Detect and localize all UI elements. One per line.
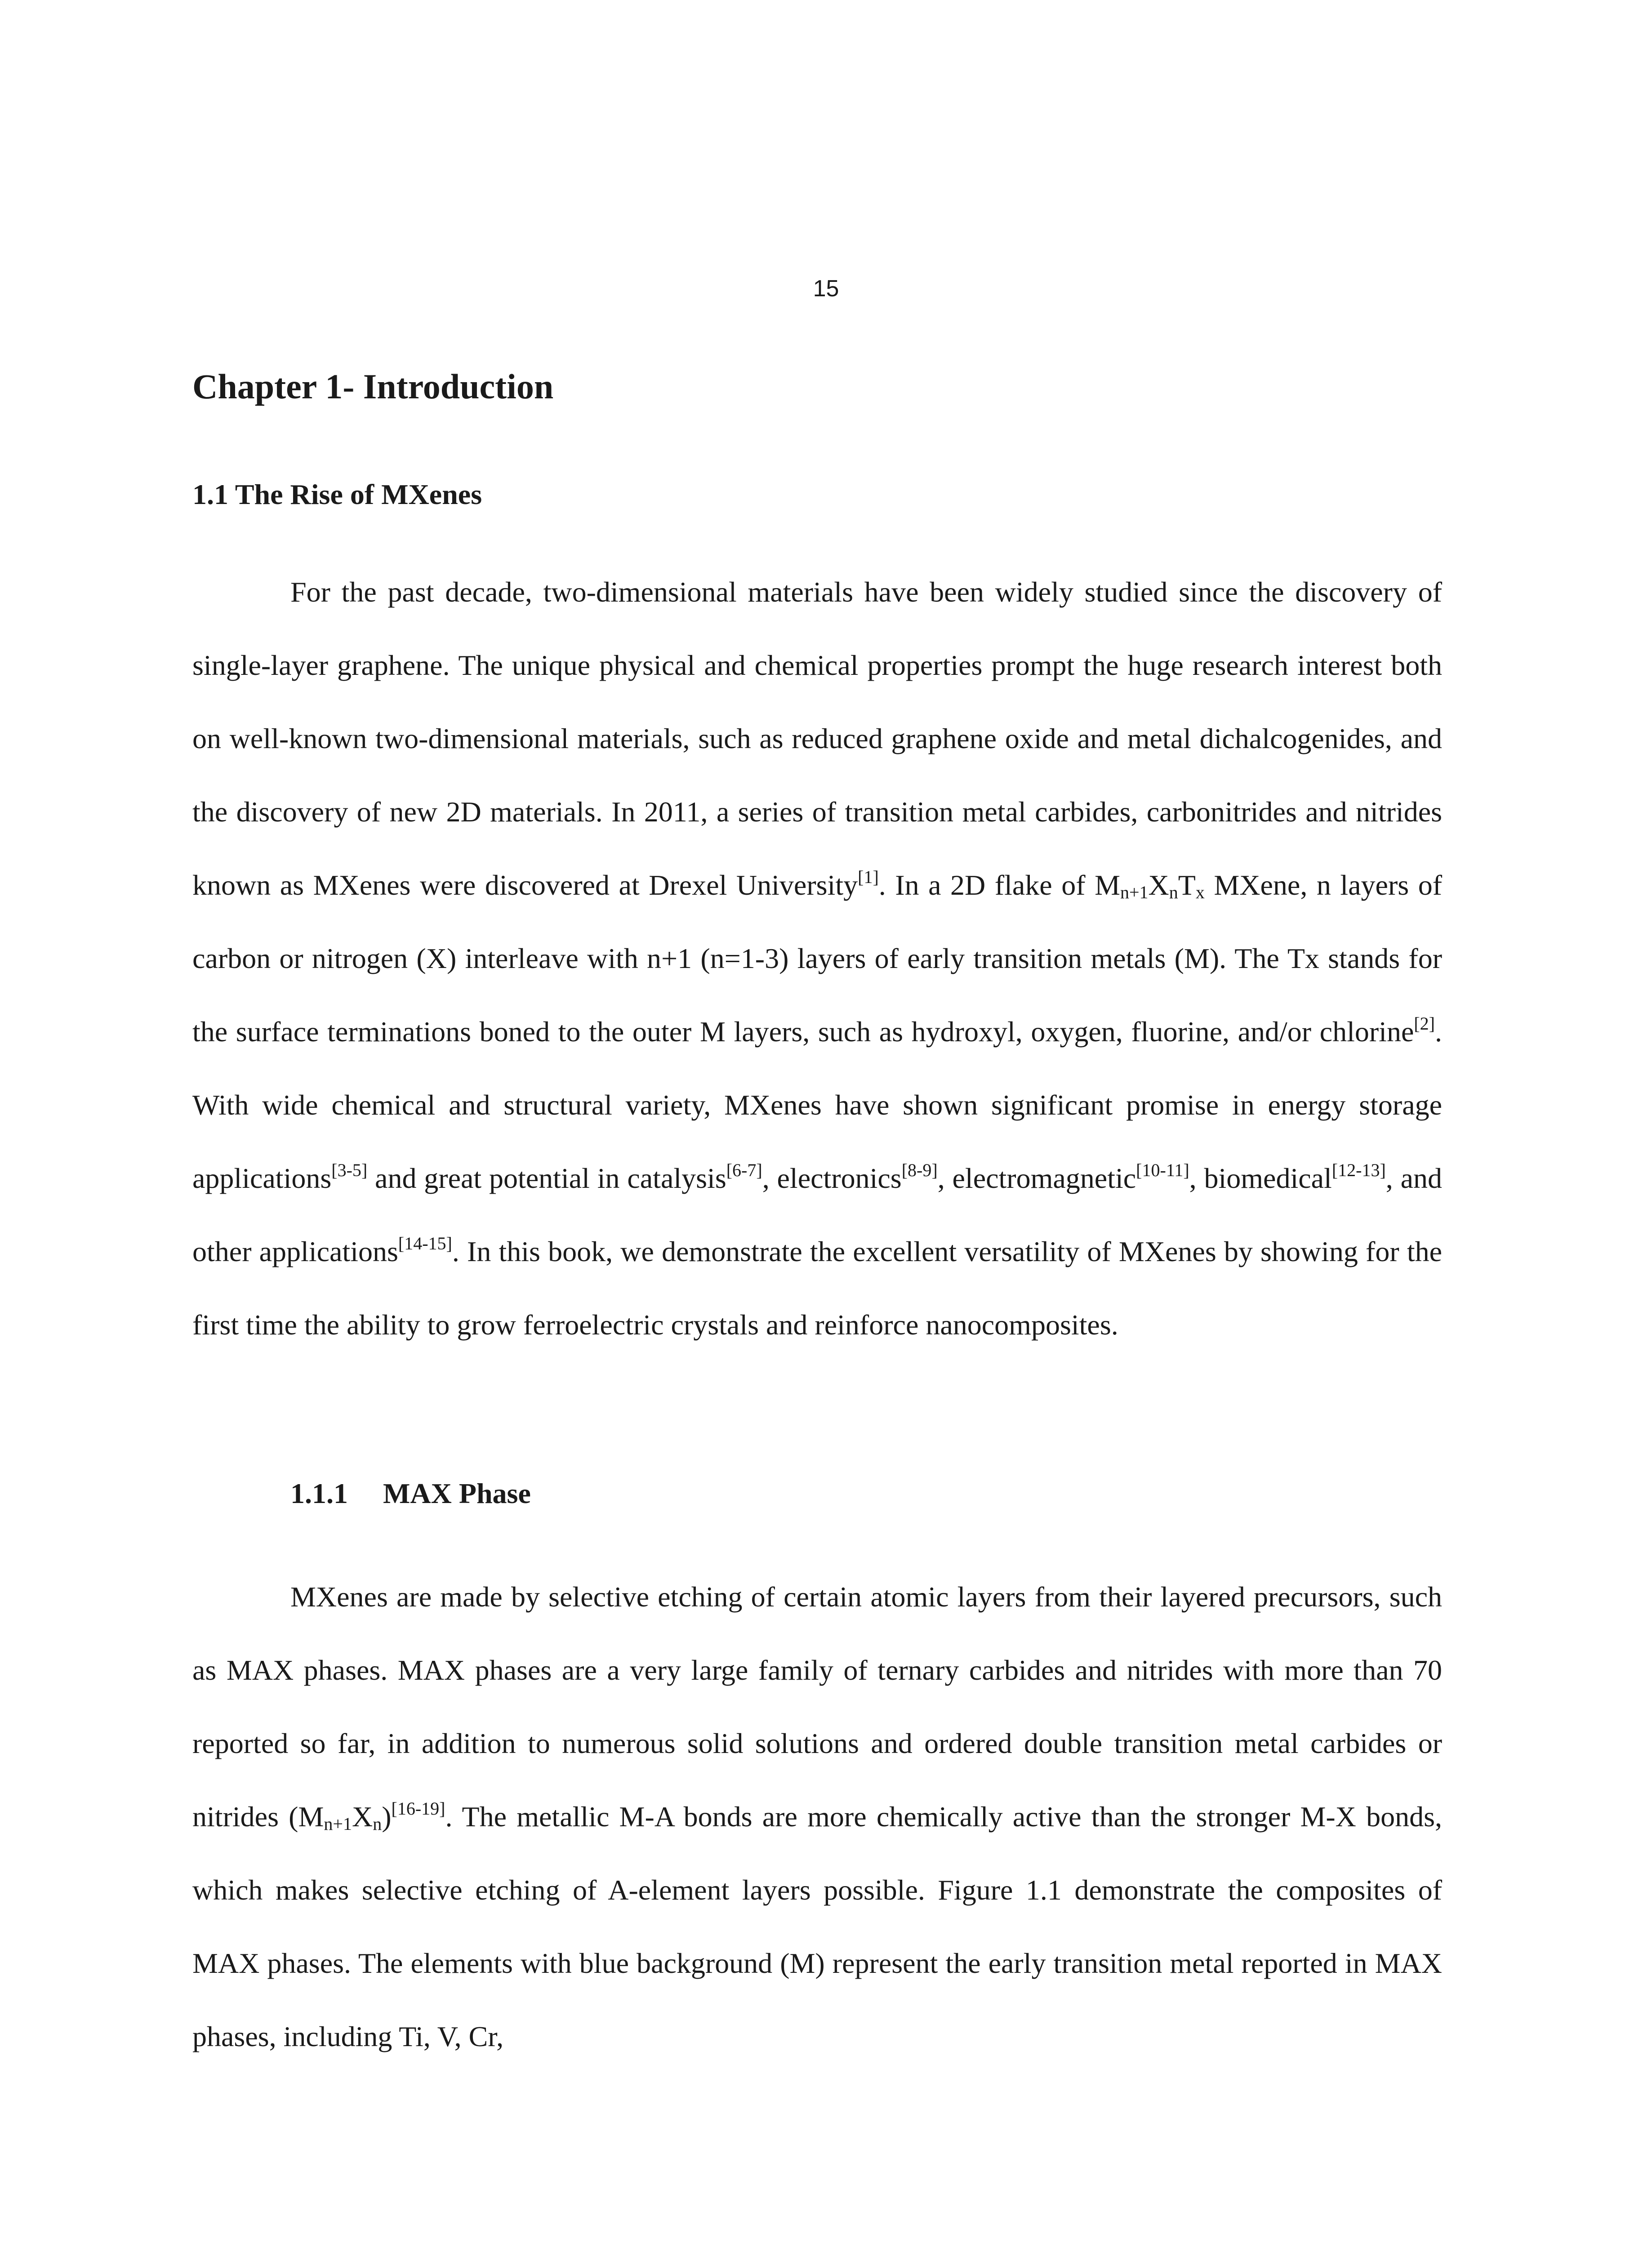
paragraph-text: . In this book, we demonstrate the excellent versatility of MXenes by showing for the first time the ability to grow ferroelectric crystals and reinforce nanocomposites. xyxy=(192,1236,1443,1341)
citation: [3-5] xyxy=(331,1160,368,1180)
chapter-title: Chapter 1- Introduction xyxy=(192,367,554,406)
subscript: x xyxy=(1195,882,1205,902)
paragraph-text: , and other applications xyxy=(192,1162,1443,1267)
section-number: 1.1 xyxy=(192,478,228,510)
paragraph-text: . With wide chemical and structural variety, MXenes have shown significant promise in energy storage applications xyxy=(192,1016,1442,1194)
subscript: n+1 xyxy=(324,1814,352,1834)
paragraph-text: T xyxy=(1178,869,1196,901)
paragraph-max-phase xyxy=(192,1560,1442,2073)
page-number: 15 xyxy=(813,276,839,302)
subsection-heading xyxy=(290,1476,531,1512)
citation: [12-13] xyxy=(1331,1160,1386,1180)
subscript: n xyxy=(1169,882,1178,902)
paragraph-text: , electromagnetic xyxy=(937,1162,1136,1194)
subsection-title-text: MAX Phase xyxy=(383,1477,531,1509)
citation: [16-19] xyxy=(391,1798,445,1819)
paragraph-text: . The metallic M-A bonds are more chemically active than the stronger M-X bonds, which makes selective etching of A-element layers possible. Figure 1.1 demonstrate the composites of MAX phases. The elements with blue background (M) represent the early transition metal reported in MAX phases, including Ti, V, Cr, xyxy=(192,1801,1443,2052)
paragraph-text: X xyxy=(352,1801,373,1833)
subsection-number: 1.1.1 xyxy=(290,1477,348,1509)
paragraph-text: For the past decade, two-dimensional materials have been widely studied since the discovery of single-layer graphene. The unique physical and chemical properties prompt the huge research interest both on well-known two-dimensional materials, such as reduced graphene oxide and metal dichalcogenides, and the discovery of new 2D materials. In 2011, a series of transition metal carbides, carbonitrides and nitrides known as MXenes were discovered at Drexel University xyxy=(192,576,1442,901)
paragraph-text: MXene, n layers of carbon or nitrogen (X) interleave with n+1 (n=1-3) layers of early transition metals (M). The Tx stands for the surface terminations boned to the outer M layers, such as hydroxyl, oxygen, fluorine, and/or chlorine xyxy=(192,869,1443,1048)
paragraph-text: , biomedical xyxy=(1189,1162,1332,1194)
citation: [14-15] xyxy=(398,1233,452,1253)
paragraph-text: , electronics xyxy=(762,1162,902,1194)
section-title-text: The Rise of MXenes xyxy=(235,478,482,510)
paragraph-text: MXenes are made by selective etching of certain atomic layers from their layered precursors, such as MAX phases. MAX phases are a very large family of ternary carbides and nitrides with more than 70 reported so far, in addition to numerous solid solutions and ordered double transition metal carbides or nitrides (M xyxy=(192,1581,1442,1833)
citation: [10-11] xyxy=(1136,1160,1189,1180)
citation: [6-7] xyxy=(726,1160,762,1180)
paragraph-text: and great potential in catalysis xyxy=(367,1162,726,1194)
section-heading xyxy=(192,477,482,513)
paragraph-rise-of-mxenes xyxy=(192,555,1442,1361)
paragraph-text: X xyxy=(1148,869,1169,901)
subscript: n+1 xyxy=(1120,882,1149,902)
subscript: n xyxy=(373,1814,382,1834)
citation: [2] xyxy=(1414,1013,1435,1034)
paragraph-text: . In a 2D flake of M xyxy=(878,869,1120,901)
paragraph-text: ) xyxy=(382,1801,392,1833)
citation: [1] xyxy=(858,867,879,887)
citation: [8-9] xyxy=(901,1160,938,1180)
